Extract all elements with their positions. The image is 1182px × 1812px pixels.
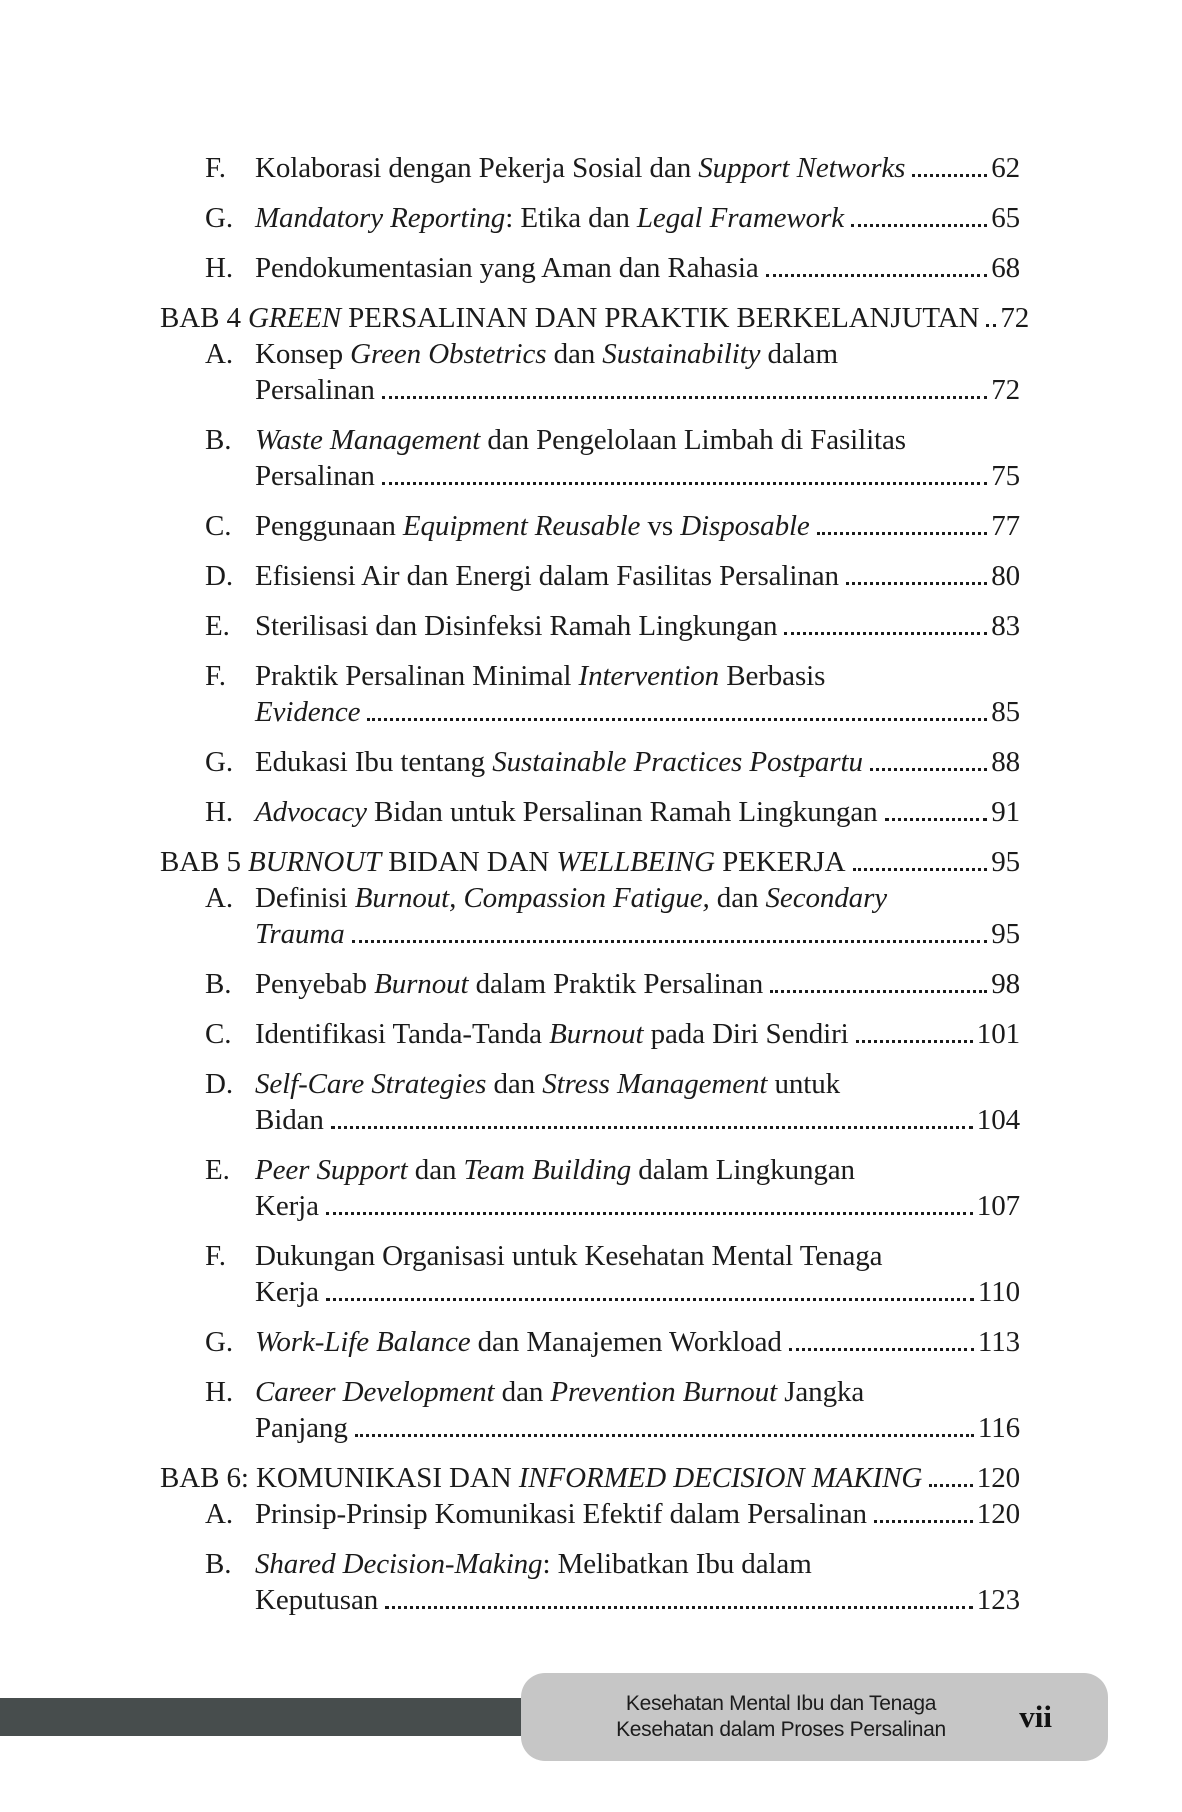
toc-entry-label: E. bbox=[205, 610, 230, 642]
toc-entry-label: H. bbox=[205, 1376, 233, 1408]
toc-page-number: 75 bbox=[991, 460, 1020, 492]
toc-entry-label: D. bbox=[205, 560, 233, 592]
toc-dot-leader bbox=[382, 482, 987, 485]
toc-line bbox=[255, 1238, 1020, 1274]
toc-dot-leader bbox=[874, 1520, 973, 1523]
toc-page-number: 72 bbox=[1000, 302, 1030, 334]
toc-dot-leader bbox=[870, 768, 987, 771]
toc-entry-text: BAB 4 GREEN PERSALINAN DAN PRAKTIK BERKELANJUTAN bbox=[160, 302, 980, 334]
toc-entry-text: Pendokumentasian yang Aman dan Rahasia bbox=[255, 252, 759, 284]
toc-entry-label: F. bbox=[205, 1240, 226, 1272]
toc-entry-text: Advocacy Bidan untuk Persalinan Ramah Lingkungan bbox=[255, 796, 878, 828]
toc-entry-text: Trauma bbox=[255, 918, 345, 950]
toc-page-number: 65 bbox=[991, 202, 1020, 234]
toc-page-number: 72 bbox=[991, 374, 1020, 406]
toc-line bbox=[255, 694, 1020, 730]
toc-dot-leader bbox=[770, 990, 987, 993]
toc-entry-text: Dukungan Organisasi untuk Kesehatan Mental Tenaga bbox=[255, 1240, 883, 1272]
toc-entry-text: Definisi Burnout, Compassion Fatigue, dan Secondary bbox=[255, 882, 888, 914]
toc-line bbox=[255, 608, 1020, 644]
toc-line bbox=[160, 1460, 1020, 1496]
toc-page-number: 62 bbox=[991, 152, 1020, 184]
toc-line bbox=[255, 966, 1020, 1002]
toc-entry-label: B. bbox=[205, 1548, 232, 1580]
toc-item-entry bbox=[160, 658, 1020, 730]
toc-item-entry bbox=[160, 1066, 1020, 1138]
toc-dot-leader bbox=[766, 274, 988, 277]
toc-entry-text: Persalinan bbox=[255, 374, 375, 406]
toc-page-number: 104 bbox=[976, 1104, 1020, 1136]
toc-line bbox=[255, 1102, 1020, 1138]
toc-chapter-entry bbox=[160, 844, 1020, 880]
toc-entry-label: A. bbox=[205, 882, 233, 914]
toc-item-entry bbox=[160, 558, 1020, 594]
toc-entry-text: Kerja bbox=[255, 1276, 319, 1308]
toc-item-entry bbox=[160, 1496, 1020, 1532]
toc-entry-label: H. bbox=[205, 252, 233, 284]
toc-page-number: 107 bbox=[976, 1190, 1020, 1222]
toc-dot-leader bbox=[986, 324, 996, 327]
toc-entry-text: Keputusan bbox=[255, 1584, 379, 1616]
toc-item-entry bbox=[160, 422, 1020, 494]
toc-entry-text: Penyebab Burnout dalam Praktik Persalinan bbox=[255, 968, 764, 1000]
toc-dot-leader bbox=[367, 718, 987, 721]
toc-entry-text: Efisiensi Air dan Energi dalam Fasilitas Persalinan bbox=[255, 560, 839, 592]
toc-page-number: 101 bbox=[976, 1018, 1020, 1050]
toc-item-entry bbox=[160, 794, 1020, 830]
toc-page-number: 88 bbox=[991, 746, 1020, 778]
toc-dot-leader bbox=[355, 1434, 974, 1437]
toc-line bbox=[255, 1016, 1020, 1052]
toc-page-number: 83 bbox=[991, 610, 1020, 642]
toc-entry-text: Identifikasi Tanda-Tanda Burnout pada Diri Sendiri bbox=[255, 1018, 849, 1050]
toc-entry-text: Persalinan bbox=[255, 460, 375, 492]
toc-item-entry bbox=[160, 200, 1020, 236]
toc-entry-label: D. bbox=[205, 1068, 233, 1100]
toc-entry-text: Mandatory Reporting: Etika dan Legal Framework bbox=[255, 202, 845, 234]
toc-entry-text: Peer Support dan Team Building dalam Lingkungan bbox=[255, 1154, 855, 1186]
toc-entry-text: Bidan bbox=[255, 1104, 324, 1136]
toc-line bbox=[160, 844, 1020, 880]
toc-line bbox=[255, 1274, 1020, 1310]
toc-line bbox=[255, 658, 1020, 694]
toc-line bbox=[255, 1410, 1020, 1446]
toc-chapter-entry bbox=[160, 1460, 1020, 1496]
toc-dot-leader bbox=[929, 1484, 973, 1487]
toc-entry-text: Kolaborasi dengan Pekerja Sosial dan Support Networks bbox=[255, 152, 906, 184]
toc-item-entry bbox=[160, 966, 1020, 1002]
toc-item-entry bbox=[160, 744, 1020, 780]
page-number: vii bbox=[1019, 1699, 1052, 1734]
toc-line bbox=[255, 916, 1020, 952]
toc-line bbox=[255, 744, 1020, 780]
toc-dot-leader bbox=[912, 174, 987, 177]
toc-item-entry bbox=[160, 608, 1020, 644]
toc-page-number: 95 bbox=[991, 918, 1020, 950]
toc-page-number: 95 bbox=[991, 846, 1020, 878]
toc-entry-text: Kerja bbox=[255, 1190, 319, 1222]
toc-page-number: 80 bbox=[991, 560, 1020, 592]
toc-entry-text: Edukasi Ibu tentang Sustainable Practices Postpartu bbox=[255, 746, 863, 778]
toc-item-entry bbox=[160, 336, 1020, 408]
toc-dot-leader bbox=[352, 940, 988, 943]
toc-line bbox=[255, 372, 1020, 408]
toc-line bbox=[255, 1324, 1020, 1360]
toc-item-entry bbox=[160, 508, 1020, 544]
toc-page-number: 120 bbox=[976, 1462, 1020, 1494]
toc-item-entry bbox=[160, 150, 1020, 186]
toc-line bbox=[160, 300, 1030, 336]
toc-entry-text: Sterilisasi dan Disinfeksi Ramah Lingkungan bbox=[255, 610, 778, 642]
toc bbox=[160, 150, 1030, 1618]
toc-line bbox=[255, 880, 1020, 916]
toc-page-number: 120 bbox=[976, 1498, 1020, 1530]
toc-dot-leader bbox=[789, 1348, 974, 1351]
toc-item-entry bbox=[160, 1152, 1020, 1224]
toc-page-number: 85 bbox=[991, 696, 1020, 728]
toc-dot-leader bbox=[856, 1040, 973, 1043]
toc-page-number: 123 bbox=[976, 1584, 1020, 1616]
book-title bbox=[561, 1673, 1001, 1761]
toc-dot-leader bbox=[851, 224, 987, 227]
toc-entry-label: F. bbox=[205, 660, 226, 692]
toc-item-entry bbox=[160, 250, 1020, 286]
toc-dot-leader bbox=[784, 632, 987, 635]
toc-dot-leader bbox=[853, 868, 988, 871]
book-title-line1: Kesehatan Mental Ibu dan Tenaga bbox=[625, 1692, 937, 1715]
toc-dot-leader bbox=[326, 1298, 974, 1301]
toc-entry-text: Career Development dan Prevention Burnout Jangka bbox=[255, 1376, 865, 1408]
toc-entry-label: G. bbox=[205, 202, 233, 234]
toc-entry-label: F. bbox=[205, 152, 226, 184]
toc-page-number: 110 bbox=[977, 1276, 1020, 1308]
toc-line bbox=[255, 458, 1020, 494]
toc-entry-label: C. bbox=[205, 510, 232, 542]
toc-entry-label: H. bbox=[205, 796, 233, 828]
toc-line bbox=[255, 1582, 1020, 1618]
toc-page-number: 98 bbox=[991, 968, 1020, 1000]
toc-page-number: 68 bbox=[991, 252, 1020, 284]
toc-dot-leader bbox=[885, 818, 988, 821]
toc-item-entry bbox=[160, 1546, 1020, 1618]
toc-line bbox=[255, 1152, 1020, 1188]
toc-line bbox=[255, 336, 1020, 372]
toc-entry-label: A. bbox=[205, 338, 233, 370]
toc-entry-text: Prinsip-Prinsip Komunikasi Efektif dalam Persalinan bbox=[255, 1498, 867, 1530]
toc-dot-leader bbox=[382, 396, 987, 399]
toc-entry-text: Shared Decision-Making: Melibatkan Ibu dalam bbox=[255, 1548, 812, 1580]
toc-entry-text: Self-Care Strategies dan Stress Management untuk bbox=[255, 1068, 841, 1100]
toc-line bbox=[255, 1188, 1020, 1224]
toc-entry-text: Work-Life Balance dan Manajemen Workload bbox=[255, 1326, 782, 1358]
toc-entry-text: Panjang bbox=[255, 1412, 348, 1444]
toc-entry-text: BAB 5 BURNOUT BIDAN DAN WELLBEING PEKERJA bbox=[160, 846, 846, 878]
toc-page-number: 77 bbox=[991, 510, 1020, 542]
toc-entry-label: E. bbox=[205, 1154, 230, 1186]
toc-line bbox=[255, 1066, 1020, 1102]
toc-line bbox=[255, 794, 1020, 830]
toc-item-entry bbox=[160, 1238, 1020, 1310]
book-title-line2: Kesehatan dalam Proses Persalinan bbox=[616, 1718, 946, 1741]
toc-line bbox=[255, 1546, 1020, 1582]
toc-chapter-entry bbox=[160, 300, 1030, 336]
toc-dot-leader bbox=[846, 582, 987, 585]
toc-line bbox=[255, 558, 1020, 594]
toc-entry-text: Evidence bbox=[255, 696, 361, 728]
toc-item-entry bbox=[160, 880, 1020, 952]
toc-entry-label: G. bbox=[205, 746, 233, 778]
toc-page-number: 116 bbox=[977, 1412, 1020, 1444]
toc-line bbox=[255, 508, 1020, 544]
toc-line bbox=[255, 250, 1020, 286]
toc-dot-leader bbox=[817, 532, 987, 535]
toc-page-number: 113 bbox=[977, 1326, 1020, 1358]
toc-line bbox=[255, 150, 1020, 186]
toc-entry-text: Penggunaan Equipment Reusable vs Disposable bbox=[255, 510, 810, 542]
toc-entry-label: G. bbox=[205, 1326, 233, 1358]
footer-title-box bbox=[521, 1673, 1108, 1761]
toc-entry-text: Konsep Green Obstetrics dan Sustainability dalam bbox=[255, 338, 838, 370]
toc-line bbox=[255, 422, 1020, 458]
toc-page-number: 91 bbox=[991, 796, 1020, 828]
toc-line bbox=[255, 200, 1020, 236]
toc-line bbox=[255, 1496, 1020, 1532]
toc-entry-label: C. bbox=[205, 1018, 232, 1050]
toc-entry-text: Praktik Persalinan Minimal Intervention Berbasis bbox=[255, 660, 826, 692]
toc-dot-leader bbox=[326, 1212, 973, 1215]
toc-entry-label: A. bbox=[205, 1498, 233, 1530]
toc-entry-text: Waste Management dan Pengelolaan Limbah di Fasilitas bbox=[255, 424, 906, 456]
toc-dot-leader bbox=[331, 1126, 973, 1129]
toc-item-entry bbox=[160, 1374, 1020, 1446]
toc-entry-label: B. bbox=[205, 968, 232, 1000]
toc-line bbox=[255, 1374, 1020, 1410]
toc-item-entry bbox=[160, 1016, 1020, 1052]
toc-entry-text: BAB 6: KOMUNIKASI DAN INFORMED DECISION MAKING bbox=[160, 1462, 923, 1494]
toc-entry-label: B. bbox=[205, 424, 232, 456]
toc-dot-leader bbox=[385, 1606, 973, 1609]
toc-item-entry bbox=[160, 1324, 1020, 1360]
footer-accent-bar bbox=[0, 1698, 523, 1736]
